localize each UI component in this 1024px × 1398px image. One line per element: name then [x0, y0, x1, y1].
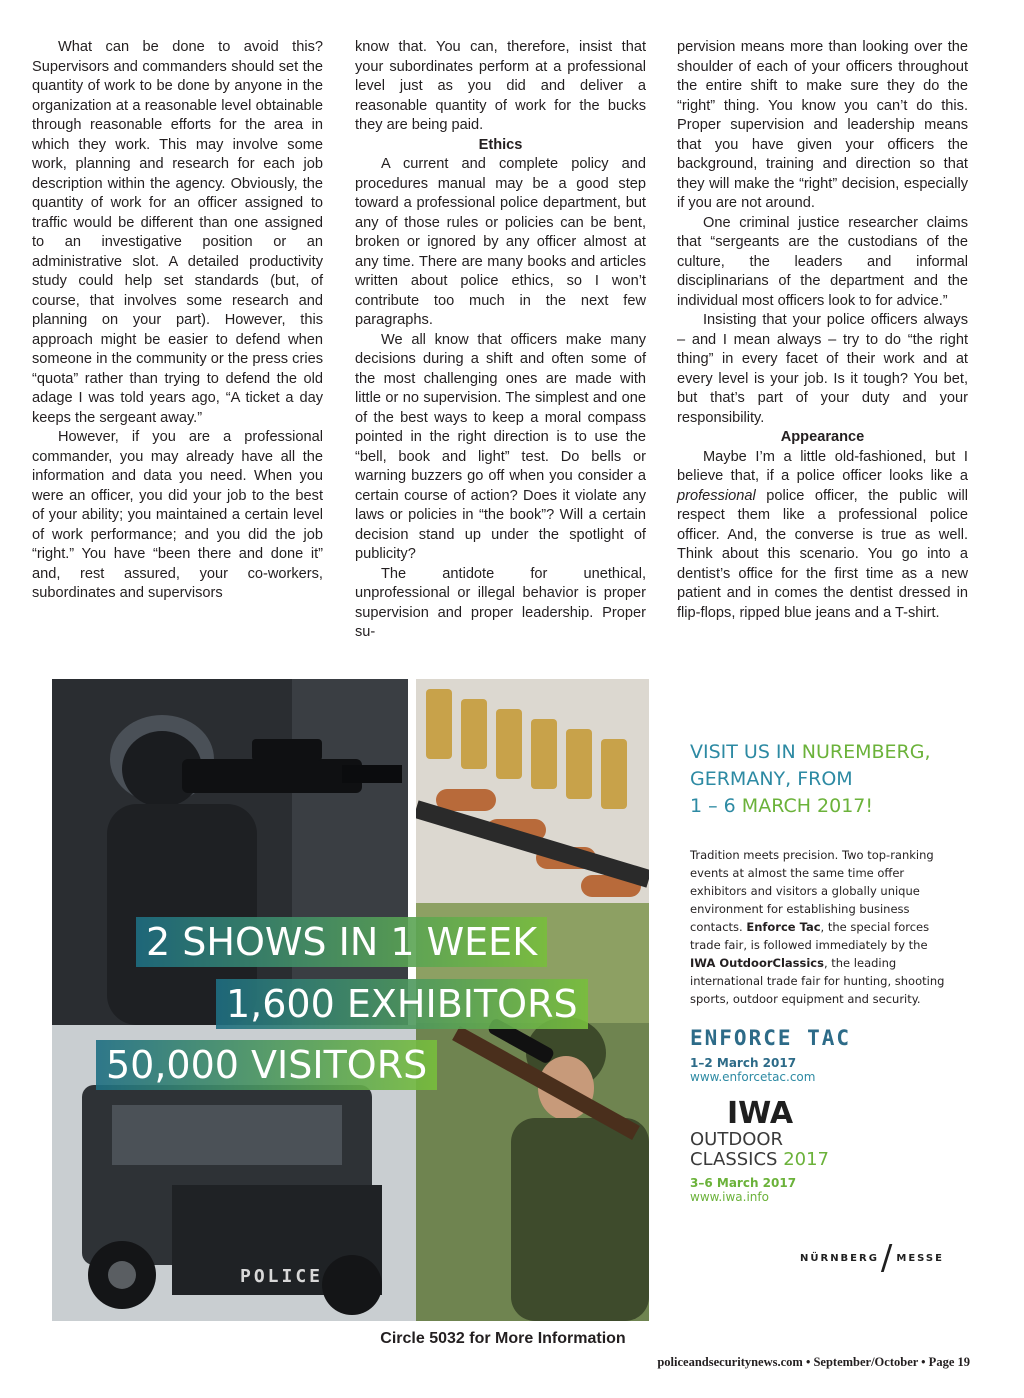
visit-text: VISIT US IN [690, 741, 802, 763]
article-column-1 [32, 38, 323, 604]
enforce-tac-logo: ENFORCE TAC [690, 1026, 852, 1050]
text-run: OUTDOOR [690, 1129, 784, 1150]
iwa-url[interactable]: www.iwa.info [690, 1190, 769, 1204]
enforce-tac-date: 1–2 March 2017 [690, 1056, 797, 1070]
banner-exhibitors: 1,600 EXHIBITORS [216, 979, 588, 1029]
visit-text: GERMANY, FROM [690, 768, 853, 790]
ammunition-belt-photo [416, 679, 649, 903]
text-run: , the leading international trade fair for hunting, shooting sports, outdoor equipment and security. [690, 956, 945, 1006]
trade-show-advertisement[interactable] [52, 679, 970, 1321]
article-paragraph: pervision means more than looking over the shoulder of each of your officers throughout the entire shift to make sure they do the “right” thing. You know you can’t do this. Proper supervision and leadership means that you have given your officers the background, training and direction so that they will make the “right” decision, especially if you are not around. [677, 39, 968, 211]
section-heading-appearance: Appearance [780, 429, 865, 445]
text-run: police officer, the public will respect them like a professional police officer. And, the converse is true as well. Think about this scenario. You go into a dentist’s office for the first time as a new patient and in comes the dentist dressed in flip-flops, ripped blue jeans and a T-shirt. [677, 487, 968, 621]
ad-sidebar [690, 739, 952, 1204]
slash-mark: / [880, 1238, 895, 1278]
article-paragraph: The antidote for unethical, unprofessional or illegal behavior is proper supervision and proper leadership. Proper su- [355, 565, 646, 640]
bold-text: IWA OutdoorClassics [690, 956, 824, 970]
article-paragraph: know that. You can, therefore, insist that your subordinates perform at a professional level just as you did and deliver a reasonable quantity of work for the bucks they are being paid. [355, 39, 646, 133]
visit-city: NUREMBERG, [801, 741, 931, 763]
article-paragraph: We all know that officers make many decisions during a shift and often some of the most challenging ones are made with little or no supervision. The simplest and one of the best ways to keep a moral compass pointed in the right direction is to use the “bell, book and light” test. Do bells or warning buzzers go off when you consider a certain course of action? Does it violate any laws or policies in “the book”? Will a certain decision stand up under the spotlight of publicity? [355, 331, 646, 562]
text-run: CLASSICS [690, 1149, 784, 1170]
text-run: , the special forces trade fair, is followed immediately by the [690, 920, 930, 952]
article-paragraph [677, 448, 968, 624]
section-heading-ethics: Ethics [478, 136, 523, 153]
article-column-3 [677, 38, 968, 623]
text-run: MESSE [896, 1253, 944, 1264]
ad-description [690, 846, 952, 1008]
banner-shows: 2 SHOWS IN 1 WEEK [136, 917, 547, 967]
article-paragraph: However, if you are a professional commander, you may already have all the information and data you need. When you were an officer, you did your job to the best of your ability; you maintained a certain level of work performance; and you did the job “right.” You have “been there and done it” and, rest assured, your co-workers, subordinates and supervisors [32, 429, 323, 601]
text-run: NÜRNBERG [800, 1253, 879, 1264]
iwa-year: 2017 [783, 1149, 830, 1170]
banner-visitors: 50,000 VISITORS [96, 1040, 437, 1090]
ammunition-illustration [416, 679, 649, 903]
circle-for-info: Circle 5032 for More Information [380, 1330, 626, 1347]
iwa-subtitle [690, 1130, 952, 1170]
visit-headline [690, 739, 952, 820]
enforce-tac-url[interactable]: www.enforcetac.com [690, 1070, 816, 1084]
text-run: Maybe I’m a little old-fashioned, but I believe that, if a police officer looks like a [677, 448, 968, 484]
bold-text: Enforce Tac [746, 920, 821, 934]
swat-officer-photo [52, 679, 408, 1025]
page-footer: policeandsecuritynews.com • September/October • Page 19 [657, 1355, 970, 1369]
article-paragraph: Insisting that your police officers always – and I mean always – try to do “the right thing” in every facet of their work and at every level is your job. Is it tough? You bet, but that’s part of your duty and your responsibility. [677, 312, 968, 426]
nuernberg-messe-logo [800, 1238, 944, 1278]
truck-police-label: POLICE [240, 1266, 324, 1287]
visit-month: MARCH 2017! [741, 795, 874, 817]
iwa-date: 3–6 March 2017 [690, 1176, 797, 1190]
text-run: Tradition meets precision. Two top-ranking events at almost the same time offer exhibitors and visitors a globally unique environment for establishing business contacts. [690, 848, 934, 934]
emphasis-text: professional [677, 487, 756, 504]
article-paragraph: One criminal justice researcher claims that “sergeants are the custodians of the culture, the leaders and informal disciplinarians of the department and the individual most officers look to for advice.” [677, 214, 968, 309]
article-paragraph: What can be done to avoid this? Supervisors and commanders should set the quantity of work to be done by anyone in the organization at a reasonable level obtainable through reasonable efforts for the area in which they work. This may involve some work, planning and research for each job description within the agency. Obviously, the quantity of work for an officer assigned to traffic would be different than one assigned to an investigative position or an administrative slot. A detailed productivity study could help set standards (but, of course, that involves some research and planning on your part). However, this approach might be easier to defend when someone in the community or the press cries “quota” rather than trying to defend the old adage I was told years ago, “A ticket a day keeps the sergeant away.” [32, 39, 323, 426]
article-paragraph: A current and complete policy and procedures manual may be a good step toward a professional police department, but any of those rules or policies can be bent, broken or ignored by any officer almost at any time. There are many books and articles written about police ethics, so I won’t contribute too much in the next few paragraphs. [355, 156, 646, 328]
iwa-logo: IWA [726, 1096, 794, 1131]
article-column-2 [355, 38, 646, 643]
visit-dates: 1 – 6 [690, 795, 742, 817]
swat-officer-illustration [52, 679, 408, 1025]
